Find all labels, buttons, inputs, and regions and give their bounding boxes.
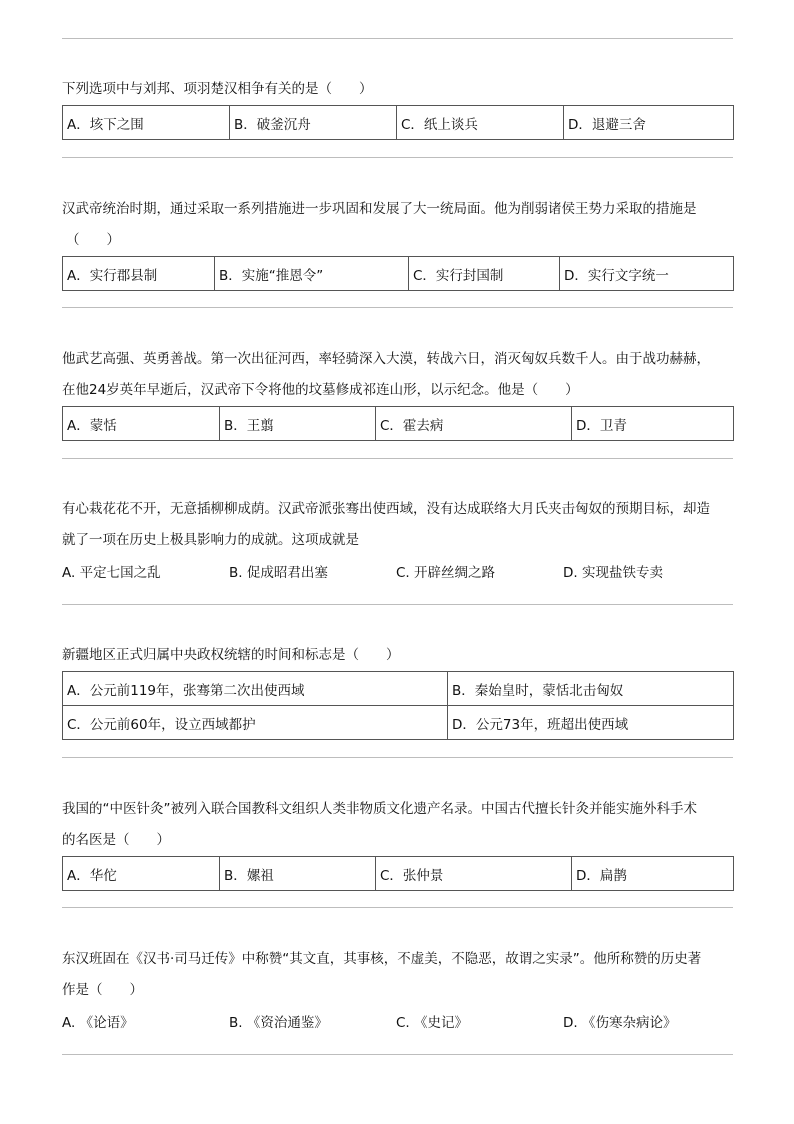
divider: [62, 157, 733, 158]
question-1: [62, 74, 733, 140]
question-stem: 他武艺高强、英勇善战。第一次出征河西，率轻骑深入大漠，转战六日，消灭匈奴兵数千人。由于战功赫赫，: [62, 351, 710, 367]
divider: [62, 604, 733, 605]
option-a[interactable]: A. 平定七国之乱: [62, 565, 161, 581]
option-c[interactable]: C．张仲景: [376, 857, 572, 891]
option-b[interactable]: B．破釜沉舟: [230, 106, 397, 140]
question-stem-continued: （ ）: [66, 232, 120, 248]
divider: [62, 458, 733, 459]
option-a[interactable]: A．垓下之围: [63, 106, 230, 140]
question-5: [62, 640, 733, 740]
options-table: [62, 256, 734, 291]
option-a[interactable]: A．蒙恬: [63, 407, 220, 441]
question-7: [62, 944, 733, 1036]
question-stem: 我国的“中医针灸”被列入联合国教科文组织人类非物质文化遗产名录。中国古代擅长针灸并能实施外科手术: [62, 801, 697, 817]
question-stem: 新疆地区正式归属中央政权统辖的时间和标志是（ ）: [62, 647, 400, 663]
option-d[interactable]: D．公元73年，班超出使西域: [448, 706, 734, 740]
option-b[interactable]: B. 促成昭君出塞: [229, 565, 328, 581]
question-stem: 下列选项中与刘邦、项羽楚汉相争有关的是（ ）: [62, 81, 373, 97]
option-c[interactable]: C．纸上谈兵: [397, 106, 564, 140]
question-3: [62, 344, 733, 441]
question-stem-continued: 作是（ ）: [62, 982, 143, 998]
option-a[interactable]: A．实行郡县制: [63, 257, 215, 291]
option-c[interactable]: C. 开辟丝绸之路: [396, 565, 496, 581]
option-d[interactable]: D. 实现盐铁专卖: [563, 565, 663, 581]
options-row: [62, 556, 733, 586]
divider: [62, 1054, 733, 1055]
options-table: [62, 856, 734, 891]
option-c[interactable]: C. 《史记》: [396, 1015, 469, 1031]
option-d[interactable]: D．卫青: [572, 407, 734, 441]
options-table: [62, 671, 734, 740]
question-stem: 有心栽花花不开，无意插柳柳成荫。汉武帝派张骞出使西域，没有达成联络大月氏夹击匈奴的预期目标，却造: [62, 501, 710, 517]
option-d[interactable]: D. 《伤寒杂病论》: [563, 1015, 677, 1031]
option-a[interactable]: A．公元前119年，张骞第二次出使西域: [63, 672, 448, 706]
question-stem-continued: 就了一项在历史上极具影响力的成就。这项成就是: [62, 532, 359, 548]
option-a[interactable]: A．华佗: [63, 857, 220, 891]
divider: [62, 38, 733, 39]
option-c[interactable]: C．公元前60年，设立西域都护: [63, 706, 448, 740]
question-6: [62, 794, 733, 891]
option-d[interactable]: D．扁鹊: [572, 857, 734, 891]
options-table: [62, 105, 734, 140]
option-b[interactable]: B．王翦: [220, 407, 376, 441]
option-c[interactable]: C．实行封国制: [409, 257, 560, 291]
option-b[interactable]: B．实施“推恩令”: [215, 257, 409, 291]
question-stem: 东汉班固在《汉书·司马迁传》中称赞“其文直，其事核，不虚美，不隐恶，故谓之实录”。他所称赞的历史著: [62, 951, 702, 967]
question-2: [62, 194, 733, 291]
option-b[interactable]: B．嫘祖: [220, 857, 376, 891]
option-d[interactable]: D．实行文字统一: [560, 257, 734, 291]
option-b[interactable]: B. 《资治通鉴》: [229, 1015, 328, 1031]
question-stem-continued: 在他24岁英年早逝后，汉武帝下令将他的坟墓修成祁连山形，以示纪念。他是（ ）: [62, 382, 579, 398]
options-table: [62, 406, 734, 441]
option-a[interactable]: A. 《论语》: [62, 1015, 134, 1031]
divider: [62, 757, 733, 758]
divider: [62, 307, 733, 308]
question-stem-continued: 的名医是（ ）: [62, 832, 170, 848]
option-d[interactable]: D．退避三舍: [564, 106, 734, 140]
option-b[interactable]: B．秦始皇时，蒙恬北击匈奴: [448, 672, 734, 706]
option-c[interactable]: C．霍去病: [376, 407, 572, 441]
question-4: [62, 494, 733, 586]
options-row: [62, 1006, 733, 1036]
question-stem: 汉武帝统治时期，通过采取一系列措施进一步巩固和发展了大一统局面。他为削弱诸侯王势力采取的措施是: [62, 201, 697, 217]
divider: [62, 907, 733, 908]
